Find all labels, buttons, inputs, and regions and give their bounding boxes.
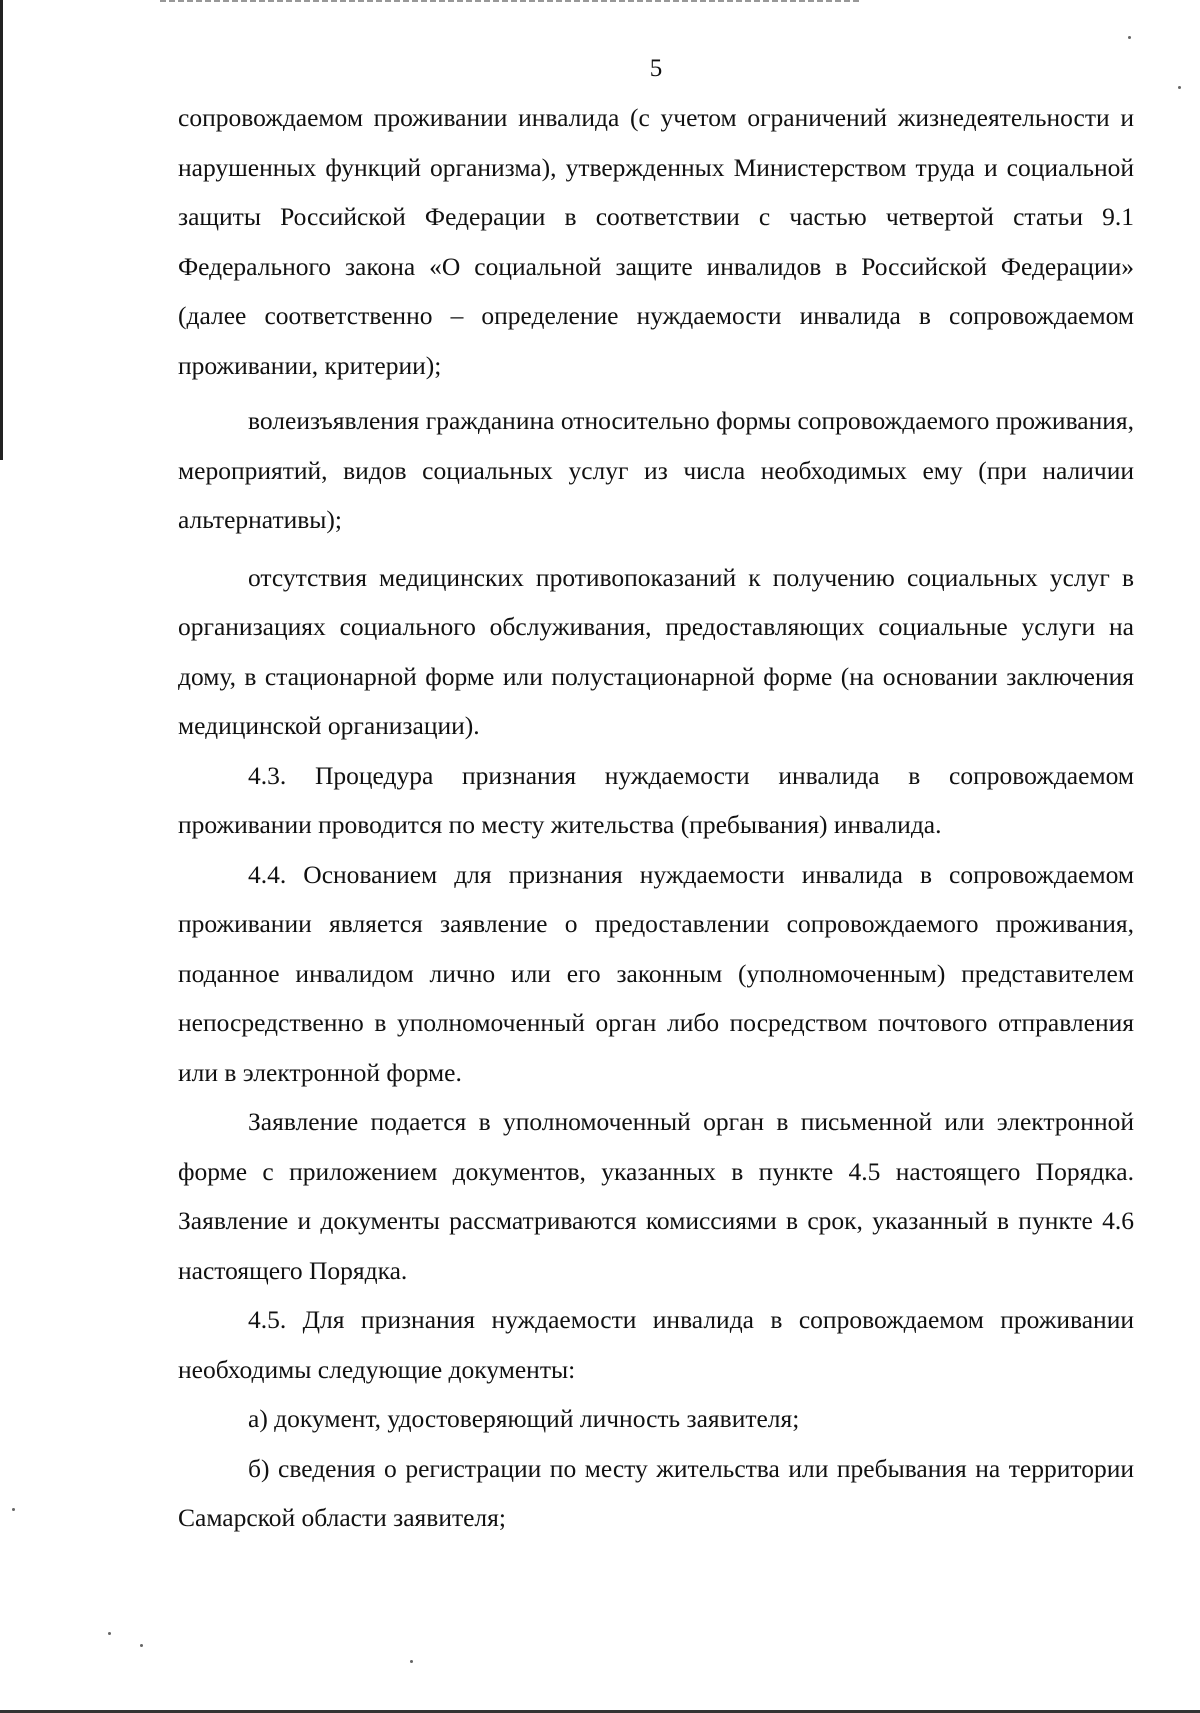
scan-edge-top	[160, 0, 860, 2]
paragraph-4-3: 4.3. Процедура признания нуждаемости инвалида в сопровождаемом проживании проводится по месту жительства (пребывания) инвалида.	[178, 760, 1134, 839]
paragraph-4-5: 4.5. Для признания нуждаемости инвалида в сопровождаемом проживании необходимы следующие документы:	[178, 1305, 1134, 1384]
scan-speck	[410, 1660, 413, 1663]
paragraph-criteria-continuation: сопровождаемом проживании инвалида (с учетом ограничений жизнедеятельности и нарушенных функций организма), утвержденных Министерством труда и социальной защиты Российской Федерации в соответствии с частью четвертой статьи 9.1 Федерального закона «О социальной защите инвалидов в Российской Федерации» (далее соответственно – определение нуждаемости инвалида в сопровождаемом проживании, критерии);	[178, 103, 1134, 380]
paragraph-medical-contraindications: отсутствия медицинских противопоказаний к получению социальных услуг в организациях социального обслуживания, предоставляющих социальные услуги на дому, в стационарной форме или полустационарной форме (на основании заключения медицинской организации).	[178, 562, 1134, 740]
paragraph-will-expression: волеизъявления гражданина относительно формы сопровождаемого проживания, мероприятий, видов социальных услуг из числа необходимых ему (при наличии альтернативы);	[178, 406, 1134, 534]
list-item-b: б) сведения о регистрации по месту жительства или пребывания на территории Самарской области заявителя;	[178, 1453, 1134, 1532]
scan-speck	[140, 1644, 143, 1647]
scan-speck	[1178, 86, 1181, 89]
page-number: 5	[649, 55, 663, 82]
list-item-a: а) документ, удостоверяющий личность заявителя;	[248, 1404, 800, 1433]
scan-speck	[12, 1508, 15, 1511]
scan-speck	[108, 1632, 111, 1635]
paragraph-application-submission: Заявление подается в уполномоченный орган в письменной или электронной форме с приложением документов, указанных в пункте 4.5 настоящего Порядка. Заявление и документы рассматриваются комиссиями в срок, указанный в пункте 4.6 настоящего Порядка.	[178, 1107, 1134, 1285]
paragraph-4-4: 4.4. Основанием для признания нуждаемости инвалида в сопровождаемом проживании является заявление о предоставлении сопровождаемого проживания, поданное инвалидом лично или его законным (уполномоченным) представителем непосредственно в уполномоченный орган либо посредством почтового отправления или в электронной форме.	[178, 859, 1134, 1087]
scan-speck	[1128, 36, 1131, 39]
document-body	[178, 93, 1134, 1543]
